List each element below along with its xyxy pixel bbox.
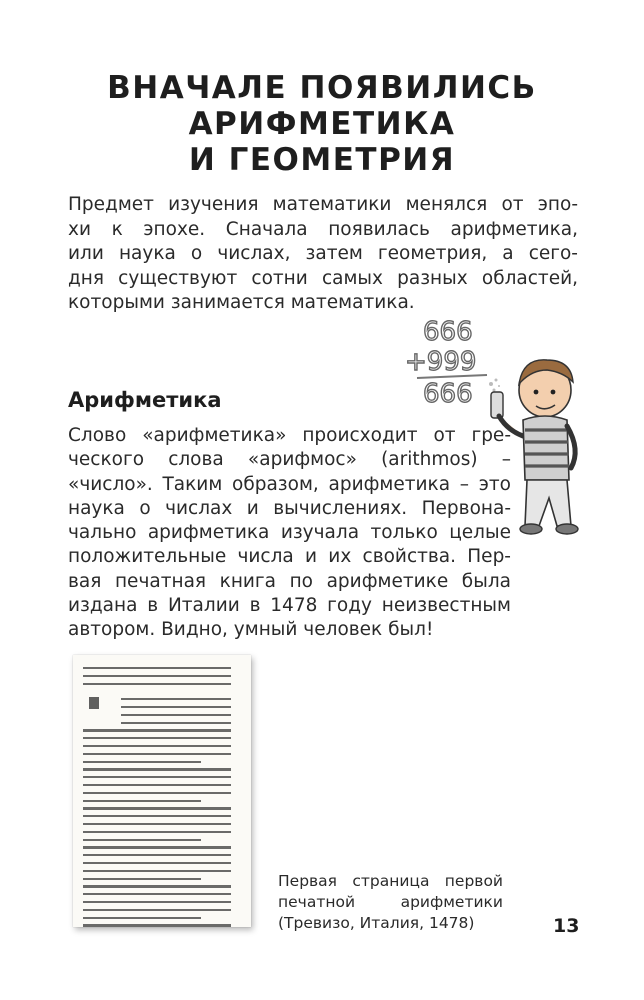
- book-text-line: [83, 807, 231, 809]
- intro-line: или наука о числах, затем геометрия, а сего-: [68, 243, 578, 264]
- book-text-line: [83, 870, 231, 872]
- title-line-2: АРИФМЕТИКА: [188, 106, 456, 142]
- paragraph-line: «число». Таким образом, арифметика – это: [68, 473, 511, 495]
- book-text-line: [83, 753, 231, 755]
- paragraph-line: чально арифметика изучала только целые: [68, 522, 511, 544]
- book-text-line: [121, 698, 231, 700]
- book-text-line: [83, 839, 201, 841]
- book-text-line: [83, 761, 201, 763]
- book-text-line: [83, 737, 231, 739]
- paragraph-line: автором. Видно, умный человек был!: [68, 619, 434, 641]
- book-text-line: [83, 800, 201, 802]
- book-text-line: [83, 878, 201, 880]
- intro-line: которыми занимается математика.: [68, 292, 415, 313]
- graffiti-number-middle: +999: [405, 347, 477, 377]
- book-text-line: [83, 784, 231, 786]
- book-text-line: [83, 675, 231, 677]
- book-text-line: [83, 683, 231, 685]
- book-text-line: [83, 792, 231, 794]
- intro-line: дня существуют сотни самых разных областей,: [68, 267, 578, 289]
- book-text-line: [83, 854, 231, 856]
- book-text-line: [83, 885, 231, 887]
- book-text-line: [83, 893, 231, 895]
- spray-mist: [489, 379, 500, 392]
- caption-line: печатной арифметики: [278, 893, 503, 911]
- paragraph-line: издана в Италии в 1478 году неизвестным: [68, 595, 511, 617]
- historical-book-page-image: [73, 655, 251, 927]
- book-text-line: [83, 846, 231, 848]
- book-text-line: [121, 706, 231, 708]
- title-line-3: И ГЕОМЕТРИЯ: [188, 142, 456, 178]
- book-initial-mark: [89, 697, 99, 709]
- paragraph-line: Слово «арифметика» происходит от гре-: [68, 425, 511, 446]
- title-line-1: ВНАЧАЛЕ ПОЯВИЛИСЬ: [107, 70, 537, 106]
- spray-can: [491, 392, 503, 418]
- book-text-line: [83, 667, 231, 669]
- section-paragraph: [68, 424, 511, 643]
- caption-line: (Тревизо, Италия, 1478): [278, 914, 475, 932]
- intro-line: хи к эпохе. Сначала появилась арифметика,: [68, 218, 578, 240]
- book-text-line: [121, 722, 231, 724]
- book-text-line: [83, 729, 231, 731]
- book-text-line: [83, 815, 231, 817]
- intro-paragraph: [68, 193, 578, 316]
- book-text-line: [83, 862, 231, 864]
- page-number: 13: [553, 915, 580, 937]
- book-text-line: [83, 768, 231, 770]
- book-text-line: [83, 745, 231, 747]
- section-heading: Арифметика: [68, 388, 222, 412]
- paragraph-line: наука о числах и вычислениях. Первона-: [68, 497, 511, 519]
- paragraph-line: положительные числа и их свойства. Пер-: [68, 546, 511, 568]
- book-text-line: [83, 909, 231, 911]
- caption-line: Первая страница первой: [278, 872, 503, 890]
- book-text-line: [83, 776, 231, 778]
- book-text-line: [121, 714, 231, 716]
- intro-line: Предмет изучения математики менялся от эпо-: [68, 194, 578, 215]
- book-text-line: [83, 823, 231, 825]
- graffiti-number-result: 666: [423, 379, 473, 409]
- paragraph-line: вая печатная книга по арифметике была: [68, 570, 511, 592]
- book-text-line: [83, 831, 231, 833]
- image-caption: [278, 871, 503, 934]
- book-text-line: [83, 901, 231, 903]
- paragraph-line: ческого слова «арифмос» (arithmos) –: [68, 449, 511, 471]
- book-text-line: [83, 924, 231, 926]
- page-title: [60, 70, 584, 178]
- book-text-line: [83, 917, 201, 919]
- graffiti-number-top: 666: [423, 317, 473, 347]
